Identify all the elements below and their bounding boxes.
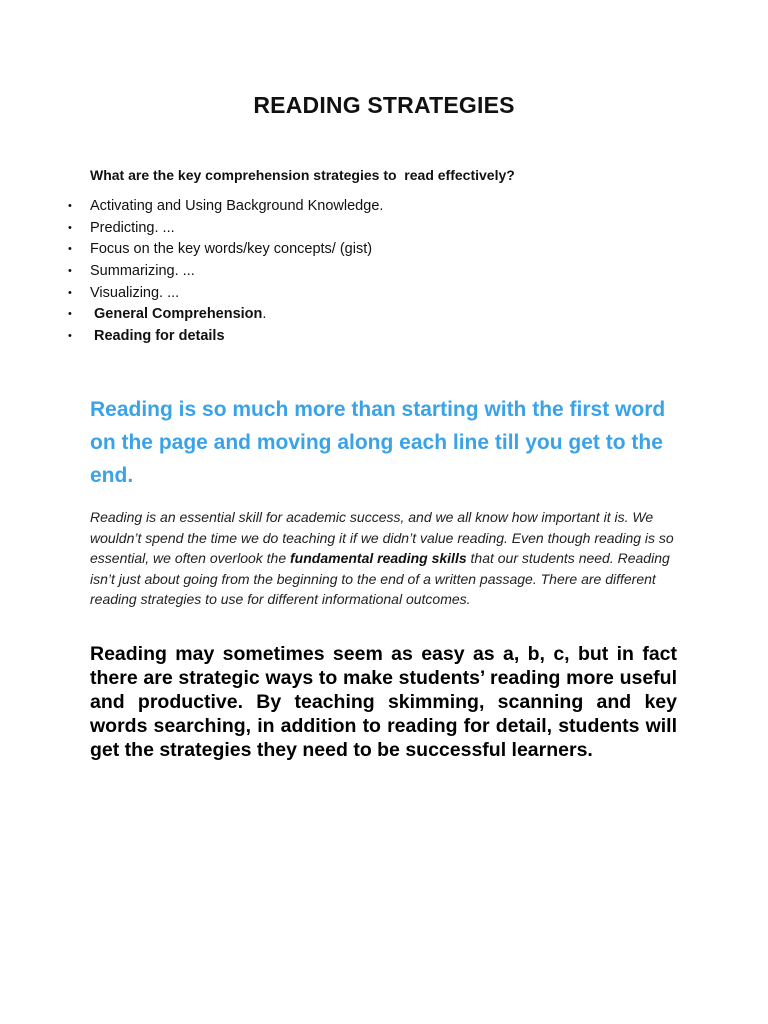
- list-item: [0, 261, 700, 283]
- list-item-bold-label: General Comprehension: [94, 306, 263, 323]
- bullet-icon: •: [68, 265, 72, 278]
- list-item-suffix: .: [262, 306, 267, 323]
- bullet-icon: •: [68, 286, 72, 299]
- list-item: [0, 304, 700, 326]
- list-item-text: Activating and Using Background Knowledge.: [90, 198, 384, 214]
- bullet-icon: •: [68, 308, 72, 321]
- list-item: [0, 218, 700, 240]
- bullet-icon: •: [68, 221, 72, 234]
- list-item-text: [94, 304, 266, 326]
- highlight-headline: Reading is so much more than starting with the first word on the page and moving along each line till you get to the end.: [90, 398, 666, 487]
- list-item-text: Focus on the key words/key concepts/ (gist): [90, 241, 373, 258]
- page-title: READING STRATEGIES: [253, 92, 515, 118]
- list-item-text: Predicting. ...: [90, 219, 175, 236]
- list-item-text: Visualizing. ...: [90, 284, 180, 301]
- bullet-icon: •: [68, 200, 72, 212]
- list-item: [0, 196, 700, 218]
- list-item: [0, 326, 700, 348]
- key-question: What are the key comprehension strategies to read effectively?: [90, 167, 515, 183]
- list-item: [0, 283, 700, 305]
- intro-paragraph: [90, 507, 690, 610]
- strategy-list: [0, 196, 700, 348]
- intro-emphasis: fundamental reading skills: [290, 550, 467, 566]
- intro-text-before: Reading is an essential skill for academic success, and we all know how important it is. We wouldn’t spend the time we do teaching it if we didn’t value reading. Even though reading is so essential, we often overlook the: [90, 509, 674, 566]
- bullet-icon: •: [68, 330, 72, 343]
- bullet-icon: •: [68, 243, 72, 256]
- list-item-text: Summarizing. ...: [90, 263, 195, 280]
- intro-text-after: that our students need. Reading isn’t just about going from the beginning to the end of a written passage. There are different reading strategies to use for different informational outcomes.: [90, 550, 670, 607]
- list-item-text: Reading for details: [94, 328, 225, 345]
- list-item: [0, 239, 700, 261]
- closing-paragraph: Reading may sometimes seem as easy as a, b, c, but in fact there are strategic ways to make students’ reading more useful and productive. By teaching skimming, scanning and key words searching, in addition to reading for detail, students will get the strategies they need to be successful learners.: [90, 643, 677, 761]
